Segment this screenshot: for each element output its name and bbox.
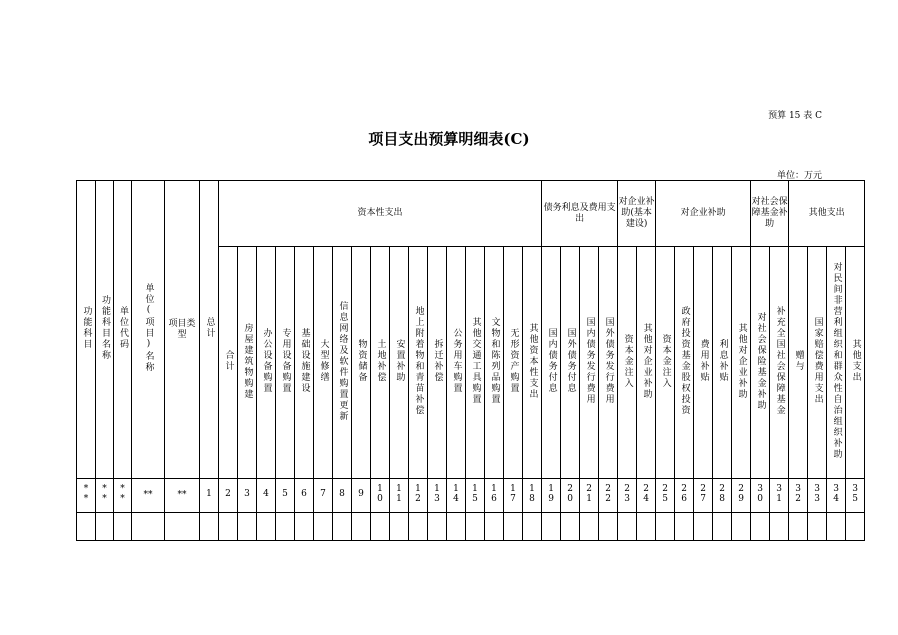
sub-header-2: 房屋建筑物购建 [238, 247, 257, 479]
sub-header-6: 大型修缮 [314, 247, 333, 479]
sub-header-21: 国外债务发行费用 [599, 247, 618, 479]
number-cell: ** [96, 479, 114, 513]
sub-header-22: 资本金注入 [618, 247, 637, 479]
sub-header-16: 无形资产购置 [504, 247, 523, 479]
sub-header-13: 公务用车购置 [447, 247, 466, 479]
number-cell: 2 [219, 479, 238, 513]
sub-header-24: 资本金注入 [656, 247, 675, 479]
empty-cell [523, 513, 542, 541]
number-cell: 5 [276, 479, 295, 513]
number-cell: 22 [599, 479, 618, 513]
header-total: 总计 [200, 181, 219, 479]
number-cell: 7 [314, 479, 333, 513]
sub-header-12: 拆迁补偿 [428, 247, 447, 479]
sub-header-25: 政府投资基金股权投资 [675, 247, 694, 479]
number-cell: 3 [238, 479, 257, 513]
empty-cell [257, 513, 276, 541]
number-cell: 28 [713, 479, 732, 513]
number-cell: 16 [485, 479, 504, 513]
sub-header-20: 国内债务发行费用 [580, 247, 599, 479]
number-cell: 10 [371, 479, 390, 513]
empty-cell [656, 513, 675, 541]
empty-cell [485, 513, 504, 541]
empty-cell [827, 513, 846, 541]
empty-cell [219, 513, 238, 541]
empty-cell [732, 513, 751, 541]
empty-cell [276, 513, 295, 541]
sub-header-28: 其他对企业补助 [732, 247, 751, 479]
empty-cell [542, 513, 561, 541]
header-function-code: 功能科目 [77, 181, 96, 479]
group-enterprise-subsidy: 对企业补助 [656, 181, 751, 247]
number-cell: ** [132, 479, 165, 513]
group-enterprise-capital: 对企业补助(基本建设) [618, 181, 656, 247]
empty-cell [713, 513, 732, 541]
empty-cell [96, 513, 114, 541]
number-cell: 11 [390, 479, 409, 513]
number-cell: ** [165, 479, 200, 513]
sub-header-27: 利息补贴 [713, 247, 732, 479]
empty-cell [295, 513, 314, 541]
number-cell: 29 [732, 479, 751, 513]
sub-header-33: 对民间非营利组织和群众性自治组织补助 [827, 247, 846, 479]
empty-cell [694, 513, 713, 541]
empty-cell [846, 513, 865, 541]
empty-cell [77, 513, 96, 541]
empty-cell [580, 513, 599, 541]
sub-header-5: 基础设施建设 [295, 247, 314, 479]
form-code: 预算 15 表 C [768, 111, 822, 121]
number-cell: 19 [542, 479, 561, 513]
empty-cell [504, 513, 523, 541]
group-social-security: 对社会保障基金补助 [751, 181, 789, 247]
number-cell: 21 [580, 479, 599, 513]
sub-header-15: 文物和陈列品购置 [485, 247, 504, 479]
sub-header-11: 地上附着物和青苗补偿 [409, 247, 428, 479]
sub-header-31: 赠与 [789, 247, 808, 479]
empty-cell [238, 513, 257, 541]
number-cell: 9 [352, 479, 371, 513]
number-cell: 26 [675, 479, 694, 513]
number-cell: 18 [523, 479, 542, 513]
empty-cell [314, 513, 333, 541]
empty-cell [371, 513, 390, 541]
empty-cell [165, 513, 200, 541]
number-cell: 31 [770, 479, 789, 513]
number-cell: ** [77, 479, 96, 513]
empty-cell [390, 513, 409, 541]
sub-header-19: 国外债务付息 [561, 247, 580, 479]
empty-cell [561, 513, 580, 541]
group-debt: 债务利息及费用支出 [542, 181, 618, 247]
number-cell: ** [114, 479, 132, 513]
number-cell: 34 [827, 479, 846, 513]
number-cell: 25 [656, 479, 675, 513]
header-unit-name: 单位(项目)名称 [132, 181, 165, 479]
number-cell: 30 [751, 479, 770, 513]
sub-header-18: 国内债务付息 [542, 247, 561, 479]
sub-header-10: 安置补助 [390, 247, 409, 479]
number-cell: 6 [295, 479, 314, 513]
page-title: 项目支出预算明细表(C) [368, 130, 530, 148]
group-capital: 资本性支出 [219, 181, 542, 247]
number-cell: 13 [428, 479, 447, 513]
sub-header-8: 物资储备 [352, 247, 371, 479]
sub-header-26: 费用补贴 [694, 247, 713, 479]
sub-header-1: 合计 [219, 247, 238, 479]
sub-header-17: 其他资本性支出 [523, 247, 542, 479]
empty-cell [132, 513, 165, 541]
empty-cell [808, 513, 827, 541]
empty-cell [428, 513, 447, 541]
sub-header-32: 国家赔偿费用支出 [808, 247, 827, 479]
sub-header-14: 其他交通工具购置 [466, 247, 485, 479]
empty-cell [751, 513, 770, 541]
empty-cell [466, 513, 485, 541]
number-cell: 17 [504, 479, 523, 513]
sub-header-3: 办公设备购置 [257, 247, 276, 479]
number-cell: 35 [846, 479, 865, 513]
number-cell: 27 [694, 479, 713, 513]
number-cell: 33 [808, 479, 827, 513]
empty-cell [789, 513, 808, 541]
empty-cell [599, 513, 618, 541]
header-project-type: 项目类型 [165, 181, 200, 479]
sub-header-23: 其他对企业补助 [637, 247, 656, 479]
number-cell: 8 [333, 479, 352, 513]
number-cell: 15 [466, 479, 485, 513]
number-cell: 12 [409, 479, 428, 513]
number-cell: 20 [561, 479, 580, 513]
header-function-name: 功能科目名称 [96, 181, 114, 479]
empty-cell [333, 513, 352, 541]
sub-header-7: 信息网络及软件购置更新 [333, 247, 352, 479]
sub-header-29: 对社会保险基金补助 [751, 247, 770, 479]
empty-cell [637, 513, 656, 541]
sub-header-4: 专用设备购置 [276, 247, 295, 479]
empty-cell [114, 513, 132, 541]
sub-header-9: 土地补偿 [371, 247, 390, 479]
sub-header-34: 其他支出 [846, 247, 865, 479]
number-cell: 4 [257, 479, 276, 513]
budget-table [76, 180, 865, 541]
empty-cell [352, 513, 371, 541]
empty-cell [447, 513, 466, 541]
number-cell: 32 [789, 479, 808, 513]
empty-cell [200, 513, 219, 541]
header-unit-code: 单位代码 [114, 181, 132, 479]
sub-header-30: 补充全国社会保障基金 [770, 247, 789, 479]
number-cell: 1 [200, 479, 219, 513]
empty-cell [618, 513, 637, 541]
number-cell: 23 [618, 479, 637, 513]
empty-cell [770, 513, 789, 541]
group-other: 其他支出 [789, 181, 865, 247]
empty-cell [409, 513, 428, 541]
number-cell: 14 [447, 479, 466, 513]
number-cell: 24 [637, 479, 656, 513]
unit-label: 单位：万元 [776, 171, 822, 181]
empty-cell [675, 513, 694, 541]
